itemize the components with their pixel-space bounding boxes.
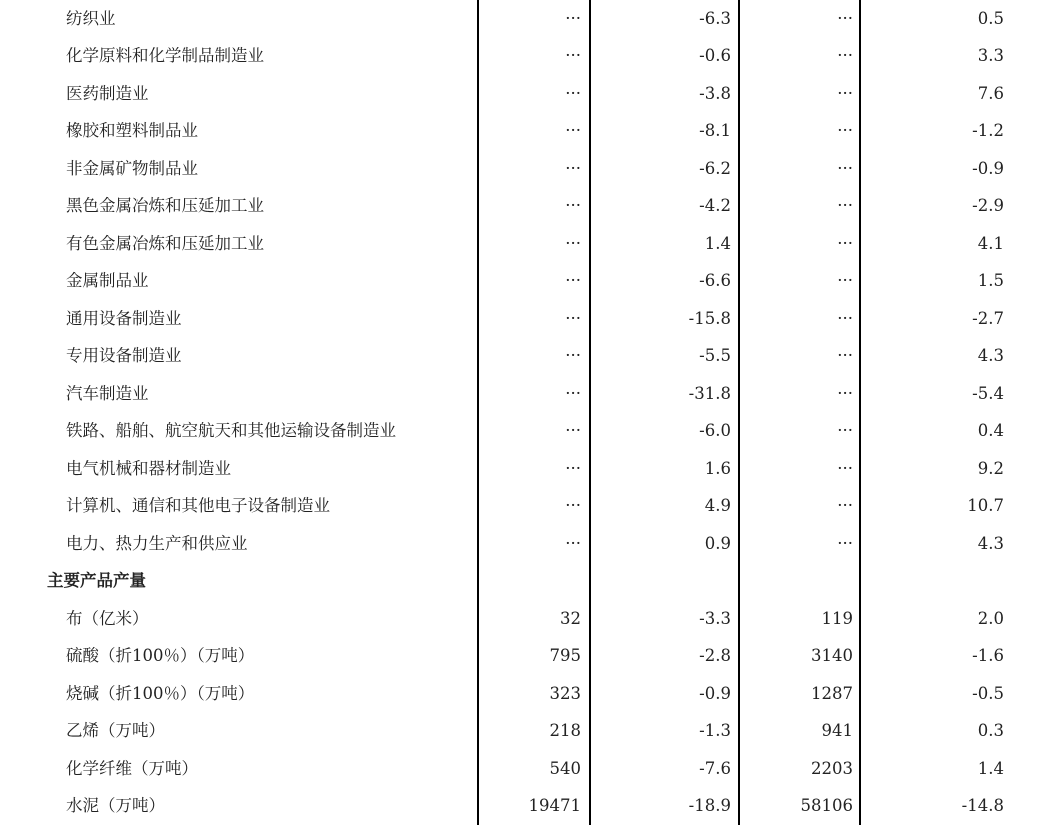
cell-2: -31.8 <box>590 375 739 413</box>
row-label: 计算机、通信和其他电子设备制造业 <box>0 488 478 526</box>
cell-2: -0.6 <box>590 38 739 76</box>
row-label: 有色金属冶炼和压延加工业 <box>0 225 478 263</box>
cell-2: -4.2 <box>590 188 739 226</box>
cell-4: -5.4 <box>860 375 1040 413</box>
section-title: 主要产品产量 <box>0 563 478 601</box>
row-label: 医药制造业 <box>0 75 478 113</box>
cell-2: 4.9 <box>590 488 739 526</box>
cell-3: ··· <box>739 225 860 263</box>
cell-3: ··· <box>739 450 860 488</box>
cell-4: -2.7 <box>860 300 1040 338</box>
cell-4: -14.8 <box>860 788 1040 825</box>
cell-1: 795 <box>478 638 590 676</box>
row-label: 铁路、船舶、航空航天和其他运输设备制造业 <box>0 413 478 451</box>
table-row <box>0 338 1040 376</box>
table-row <box>0 713 1040 751</box>
cell-2: -18.9 <box>590 788 739 825</box>
table-row <box>0 113 1040 151</box>
table-row <box>0 600 1040 638</box>
cell-4: 0.4 <box>860 413 1040 451</box>
cell-1: ··· <box>478 338 590 376</box>
cell-3 <box>739 563 860 601</box>
cell-3: ··· <box>739 75 860 113</box>
section-header-row <box>0 563 1040 601</box>
cell-3: 2203 <box>739 750 860 788</box>
cell-4: 4.1 <box>860 225 1040 263</box>
cell-3: ··· <box>739 525 860 563</box>
cell-3: ··· <box>739 0 860 38</box>
row-label: 非金属矿物制品业 <box>0 150 478 188</box>
cell-2: -6.2 <box>590 150 739 188</box>
cell-2: 1.6 <box>590 450 739 488</box>
cell-2: 0.9 <box>590 525 739 563</box>
row-label: 乙烯（万吨） <box>0 713 478 751</box>
row-label: 专用设备制造业 <box>0 338 478 376</box>
cell-1: ··· <box>478 113 590 151</box>
cell-2: -0.9 <box>590 675 739 713</box>
cell-3: ··· <box>739 263 860 301</box>
table-row <box>0 38 1040 76</box>
cell-2: -2.8 <box>590 638 739 676</box>
cell-3: ··· <box>739 38 860 76</box>
cell-4: 1.5 <box>860 263 1040 301</box>
cell-2: -6.6 <box>590 263 739 301</box>
cell-1: ··· <box>478 75 590 113</box>
cell-2 <box>590 563 739 601</box>
cell-4: -0.9 <box>860 150 1040 188</box>
cell-1: 32 <box>478 600 590 638</box>
cell-2: -1.3 <box>590 713 739 751</box>
cell-1: 19471 <box>478 788 590 825</box>
table-row <box>0 450 1040 488</box>
cell-2: -6.3 <box>590 0 739 38</box>
row-label: 金属制品业 <box>0 263 478 301</box>
cell-1: ··· <box>478 375 590 413</box>
cell-3: 941 <box>739 713 860 751</box>
cell-2: -5.5 <box>590 338 739 376</box>
row-label: 汽车制造业 <box>0 375 478 413</box>
cell-4: 0.5 <box>860 0 1040 38</box>
cell-4 <box>860 563 1040 601</box>
cell-2: -7.6 <box>590 750 739 788</box>
cell-4: 7.6 <box>860 75 1040 113</box>
table-row <box>0 413 1040 451</box>
row-label: 化学原料和化学制品制造业 <box>0 38 478 76</box>
cell-1: ··· <box>478 188 590 226</box>
cell-1: ··· <box>478 38 590 76</box>
cell-1: ··· <box>478 525 590 563</box>
row-label: 烧碱（折100％）（万吨） <box>0 675 478 713</box>
cell-1: ··· <box>478 413 590 451</box>
cell-4: -0.5 <box>860 675 1040 713</box>
cell-4: 1.4 <box>860 750 1040 788</box>
table-row <box>0 375 1040 413</box>
cell-3: ··· <box>739 188 860 226</box>
cell-1: ··· <box>478 150 590 188</box>
cell-2: -8.1 <box>590 113 739 151</box>
cell-4: -2.9 <box>860 188 1040 226</box>
cell-1: ··· <box>478 450 590 488</box>
cell-3: ··· <box>739 375 860 413</box>
table-row <box>0 263 1040 301</box>
table-row <box>0 675 1040 713</box>
table-row <box>0 525 1040 563</box>
row-label: 水泥（万吨） <box>0 788 478 825</box>
cell-4: 9.2 <box>860 450 1040 488</box>
row-label: 布（亿米） <box>0 600 478 638</box>
cell-2: 1.4 <box>590 225 739 263</box>
row-label: 纺织业 <box>0 0 478 38</box>
table-row <box>0 788 1040 825</box>
cell-4: -1.6 <box>860 638 1040 676</box>
cell-2: -3.3 <box>590 600 739 638</box>
table-row <box>0 300 1040 338</box>
cell-3: ··· <box>739 338 860 376</box>
row-label: 电力、热力生产和供应业 <box>0 525 478 563</box>
cell-3: ··· <box>739 488 860 526</box>
cell-3: 119 <box>739 600 860 638</box>
cell-1 <box>478 563 590 601</box>
cell-3: 3140 <box>739 638 860 676</box>
row-label: 黑色金属冶炼和压延加工业 <box>0 188 478 226</box>
cell-4: 2.0 <box>860 600 1040 638</box>
cell-3: ··· <box>739 113 860 151</box>
cell-2: -6.0 <box>590 413 739 451</box>
row-label: 橡胶和塑料制品业 <box>0 113 478 151</box>
table-row <box>0 750 1040 788</box>
cell-1: ··· <box>478 0 590 38</box>
cell-1: 218 <box>478 713 590 751</box>
cell-1: ··· <box>478 488 590 526</box>
cell-1: ··· <box>478 263 590 301</box>
cell-1: 540 <box>478 750 590 788</box>
table-row <box>0 188 1040 226</box>
table-row <box>0 150 1040 188</box>
cell-3: ··· <box>739 150 860 188</box>
cell-1: ··· <box>478 300 590 338</box>
table-row <box>0 488 1040 526</box>
cell-3: 58106 <box>739 788 860 825</box>
row-label: 电气机械和器材制造业 <box>0 450 478 488</box>
cell-1: ··· <box>478 225 590 263</box>
cell-3: 1287 <box>739 675 860 713</box>
cell-4: 0.3 <box>860 713 1040 751</box>
cell-4: 3.3 <box>860 38 1040 76</box>
table-row <box>0 225 1040 263</box>
table-row <box>0 638 1040 676</box>
table-row <box>0 0 1040 38</box>
cell-2: -3.8 <box>590 75 739 113</box>
row-label: 硫酸（折100％）（万吨） <box>0 638 478 676</box>
cell-4: 4.3 <box>860 338 1040 376</box>
row-label: 通用设备制造业 <box>0 300 478 338</box>
row-label: 化学纤维（万吨） <box>0 750 478 788</box>
cell-4: 4.3 <box>860 525 1040 563</box>
cell-3: ··· <box>739 413 860 451</box>
cell-2: -15.8 <box>590 300 739 338</box>
cell-3: ··· <box>739 300 860 338</box>
cell-1: 323 <box>478 675 590 713</box>
cell-4: 10.7 <box>860 488 1040 526</box>
table-row <box>0 75 1040 113</box>
cell-4: -1.2 <box>860 113 1040 151</box>
